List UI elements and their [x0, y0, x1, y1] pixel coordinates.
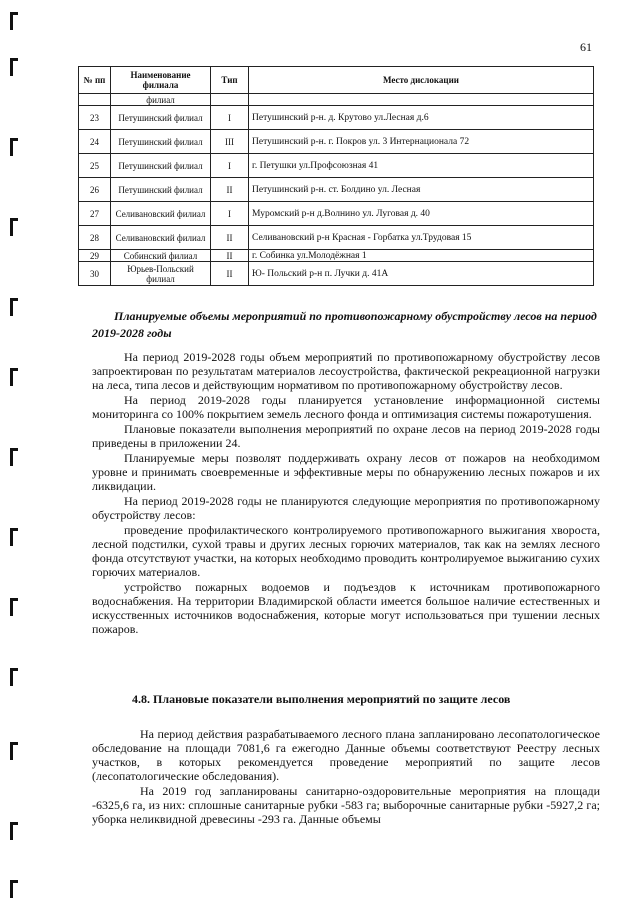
cell-name: Петушинский филиал: [111, 154, 211, 178]
cell-type: I: [211, 202, 249, 226]
binding-mark: [10, 58, 18, 76]
cell-name: Юрьев-Польский филиал: [111, 262, 211, 286]
binding-mark: [10, 12, 18, 30]
section-heading: 4.8. Плановые показатели выполнения мероприятий по защите лесов: [132, 692, 511, 706]
cell-type: II: [211, 262, 249, 286]
table-row: [79, 250, 594, 262]
cell-type: II: [211, 250, 249, 262]
cell-name: Собинский филиал: [111, 250, 211, 262]
cell-location: Ю- Польский р-н п. Лучки д. 41А: [249, 262, 594, 286]
table-row: [79, 202, 594, 226]
cell-type: I: [211, 154, 249, 178]
table-header-row: [79, 67, 594, 94]
binding-mark: [10, 742, 18, 760]
paragraph: На период 2019-2028 годы не планируются следующие мероприятия по противопожарному обустройству лесов:: [92, 494, 600, 522]
cell-num: 29: [79, 250, 111, 262]
col-header-location: Место дислокации: [249, 67, 594, 94]
binding-mark: [10, 598, 18, 616]
col-header-name: Наименование филиала: [111, 67, 211, 94]
cell-location: Петушинский р-н. ст. Болдино ул. Лесная: [249, 178, 594, 202]
cell-num: 24: [79, 130, 111, 154]
paragraph: На период 2019-2028 годы планируется установление информационной системы мониторинга со 100% покрытием земель лесного фонда и оптимизация системы пожаротушения.: [92, 393, 600, 421]
table-row: [79, 106, 594, 130]
cell-location: Муромский р-н д.Волнино ул. Луговая д. 40: [249, 202, 594, 226]
cell-location: г. Собинка ул.Молодёжная 1: [249, 250, 594, 262]
paragraph: На период 2019-2028 годы объем мероприятий по противопожарному обустройству лесов запроектирован по результатам материалов лесоустройства, фактической рекреационной нагрузки на леса, типа лесов и действующим нормативом по противопожарному обустройству лесов.: [92, 350, 600, 392]
paragraph: На 2019 год запланированы санитарно-оздоровительные мероприятия на площади -6325,6 га, из них: сплошные санитарные рубки -583 га; выборочные санитарные рубки -5927,2 га; уборка неликвидной древесины -293 га. Данные объемы: [92, 784, 600, 826]
cell-num: 30: [79, 262, 111, 286]
cell-name: филиал: [111, 94, 211, 106]
binding-mark: [10, 668, 18, 686]
cell-num: 28: [79, 226, 111, 250]
branches-table: [78, 66, 594, 286]
table-row: [79, 178, 594, 202]
binding-mark: [10, 822, 18, 840]
binding-mark: [10, 138, 18, 156]
binding-mark: [10, 528, 18, 546]
table-row: [79, 226, 594, 250]
cell-name: Селивановский филиал: [111, 226, 211, 250]
cell-num: 27: [79, 202, 111, 226]
binding-mark: [10, 880, 18, 898]
paragraph: На период действия разрабатываемого лесного плана запланировано лесопатологическое обследование на площади 7081,6 га ежегодно Данные объемы соответствуют Реестру лесных участков, в которых рекомендуется проведение мероприятий по защите лесов (лесопатологические обследования).: [92, 727, 600, 783]
table-row: [79, 262, 594, 286]
cell-num: 23: [79, 106, 111, 130]
table-row: [79, 154, 594, 178]
paragraph: Планируемые меры позволят поддерживать охрану лесов от пожаров на необходимом уровне и принимать своевременные и эффективные меры по обнаружению лесных пожаров и их ликвидации.: [92, 451, 600, 493]
section-subheading: Планируемые объемы мероприятий по противопожарному обустройству лесов на период 2019-2028 годы: [92, 309, 597, 340]
cell-location: Петушинский р-н. г. Покров ул. 3 Интернационала 72: [249, 130, 594, 154]
cell-name: Селивановский филиал: [111, 202, 211, 226]
cell-name: Петушинский филиал: [111, 178, 211, 202]
body-text-block: [92, 727, 600, 827]
body-text-block: [92, 350, 600, 637]
paragraph: устройство пожарных водоемов и подъездов к источникам противопожарного водоснабжения. На территории Владимирской области имеется большое наличие естественных и искусственных источников водоснабжения, которые могут использоваться при тушении лесных пожаров.: [92, 580, 600, 636]
cell-name: Петушинский филиал: [111, 106, 211, 130]
paragraph: проведение профилактического контролируемого противопожарного выжигания хвороста, лесной подстилки, сухой травы и других лесных горючих материалов, так как на землях лесного фонда отсутствуют участки, на которых необходимо проводить контролируемое выжиганию сухих горючих материалов.: [92, 523, 600, 579]
cell-location: Петушинский р-н. д. Крутово ул.Лесная д.6: [249, 106, 594, 130]
cell-type: III: [211, 130, 249, 154]
page-number: 61: [580, 40, 592, 54]
binding-mark: [10, 218, 18, 236]
cell-num: 26: [79, 178, 111, 202]
binding-mark: [10, 298, 18, 316]
cell-num: 25: [79, 154, 111, 178]
cell-location: г. Петушки ул.Профсоюзная 41: [249, 154, 594, 178]
col-header-num: № пп: [79, 67, 111, 94]
table-row: [79, 94, 594, 106]
cell-type: I: [211, 106, 249, 130]
paragraph: Плановые показатели выполнения мероприятий по охране лесов на период 2019-2028 годы приведены в приложении 24.: [92, 422, 600, 450]
cell-location: Селивановский р-н Красная - Горбатка ул.Трудовая 15: [249, 226, 594, 250]
cell-type: II: [211, 178, 249, 202]
cell-type: II: [211, 226, 249, 250]
binding-mark: [10, 368, 18, 386]
binding-mark: [10, 448, 18, 466]
col-header-type: Тип: [211, 67, 249, 94]
cell-name: Петушинский филиал: [111, 130, 211, 154]
table-row: [79, 130, 594, 154]
